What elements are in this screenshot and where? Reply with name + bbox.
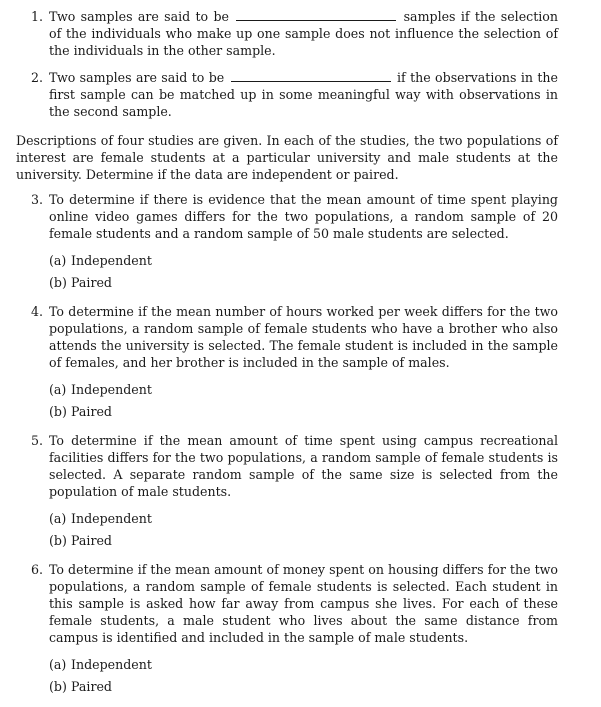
question-number: 6. — [31, 562, 44, 577]
worksheet — [16, 8, 558, 707]
study-text: To determine if the mean number of hours worked per week differs for the two populations, a random sample of female students who have a brother who also attends the university is selected. The female student is included in the sample of females, and her brother is included in the sample of males. — [49, 304, 558, 370]
question-number: 4. — [31, 304, 44, 319]
answer-options — [16, 508, 558, 552]
question-number: 5. — [31, 433, 44, 448]
question-text-start: Two samples are said to be — [49, 9, 229, 24]
study-description — [16, 303, 558, 371]
option-label: (a) — [49, 511, 67, 526]
question-number: 1. — [31, 9, 44, 24]
option-independent[interactable] — [49, 250, 558, 272]
option-label: (a) — [49, 382, 67, 397]
question-2 — [16, 69, 558, 120]
option-independent[interactable] — [49, 379, 558, 401]
question-text-end: samples if the selection of the individuals who make up one sample does not influence the selection of the individuals in the other sample. — [49, 9, 558, 58]
fill-in-blank — [231, 69, 391, 82]
study-text: To determine if there is evidence that the mean amount of time spent playing online video games differs for the two populations, a random sample of 20 female students and a random sample of 50 male students are selected. — [49, 192, 558, 241]
option-text: Paired — [71, 404, 112, 419]
option-label: (b) — [49, 275, 67, 290]
option-paired[interactable] — [49, 272, 558, 294]
option-paired[interactable] — [49, 530, 558, 552]
option-label: (a) — [49, 657, 67, 672]
option-text: Paired — [71, 275, 112, 290]
option-label: (b) — [49, 679, 67, 694]
question-number: 3. — [31, 192, 44, 207]
option-paired[interactable] — [49, 401, 558, 423]
question-text-start: Two samples are said to be — [49, 70, 225, 85]
study-text: To determine if the mean amount of money spent on housing differs for the two populations, a random sample of female students is selected. Each student in this sample is asked how far away from campus she lives. For each of these female students, a male student who lives about the same distance from campus is identified and included in the sample of male students. — [49, 562, 558, 645]
instructions-paragraph: Descriptions of four studies are given. In each of the studies, the two populations of interest are female students at a particular university and male students at the university. Determine if the data are independent or paired. — [16, 133, 558, 182]
study-description — [16, 432, 558, 500]
option-text: Independent — [71, 382, 152, 397]
option-text: Independent — [71, 657, 152, 672]
study-6 — [16, 561, 558, 698]
study-description — [16, 561, 558, 646]
option-independent[interactable] — [49, 508, 558, 530]
option-independent[interactable] — [49, 654, 558, 676]
option-label: (b) — [49, 533, 67, 548]
question-1 — [16, 8, 558, 59]
question-number: 2. — [31, 70, 44, 85]
option-label: (a) — [49, 253, 67, 268]
answer-options — [16, 379, 558, 423]
option-text: Paired — [71, 533, 112, 548]
study-3 — [16, 191, 558, 294]
option-label: (b) — [49, 404, 67, 419]
option-text: Independent — [71, 511, 152, 526]
option-paired[interactable] — [49, 676, 558, 698]
study-5 — [16, 432, 558, 552]
option-text: Paired — [71, 679, 112, 694]
answer-options — [16, 654, 558, 698]
fill-in-blank — [236, 8, 396, 21]
study-4 — [16, 303, 558, 423]
study-description — [16, 191, 558, 242]
option-text: Independent — [71, 253, 152, 268]
study-text: To determine if the mean amount of time spent using campus recreational facilities differs for the two populations, a random sample of female students is selected. A separate random sample of the same size is selected from the population of male students. — [49, 433, 558, 499]
question-text-end: if the observations in the first sample can be matched up in some meaningful way with observations in the second sample. — [49, 70, 558, 119]
answer-options — [16, 250, 558, 294]
